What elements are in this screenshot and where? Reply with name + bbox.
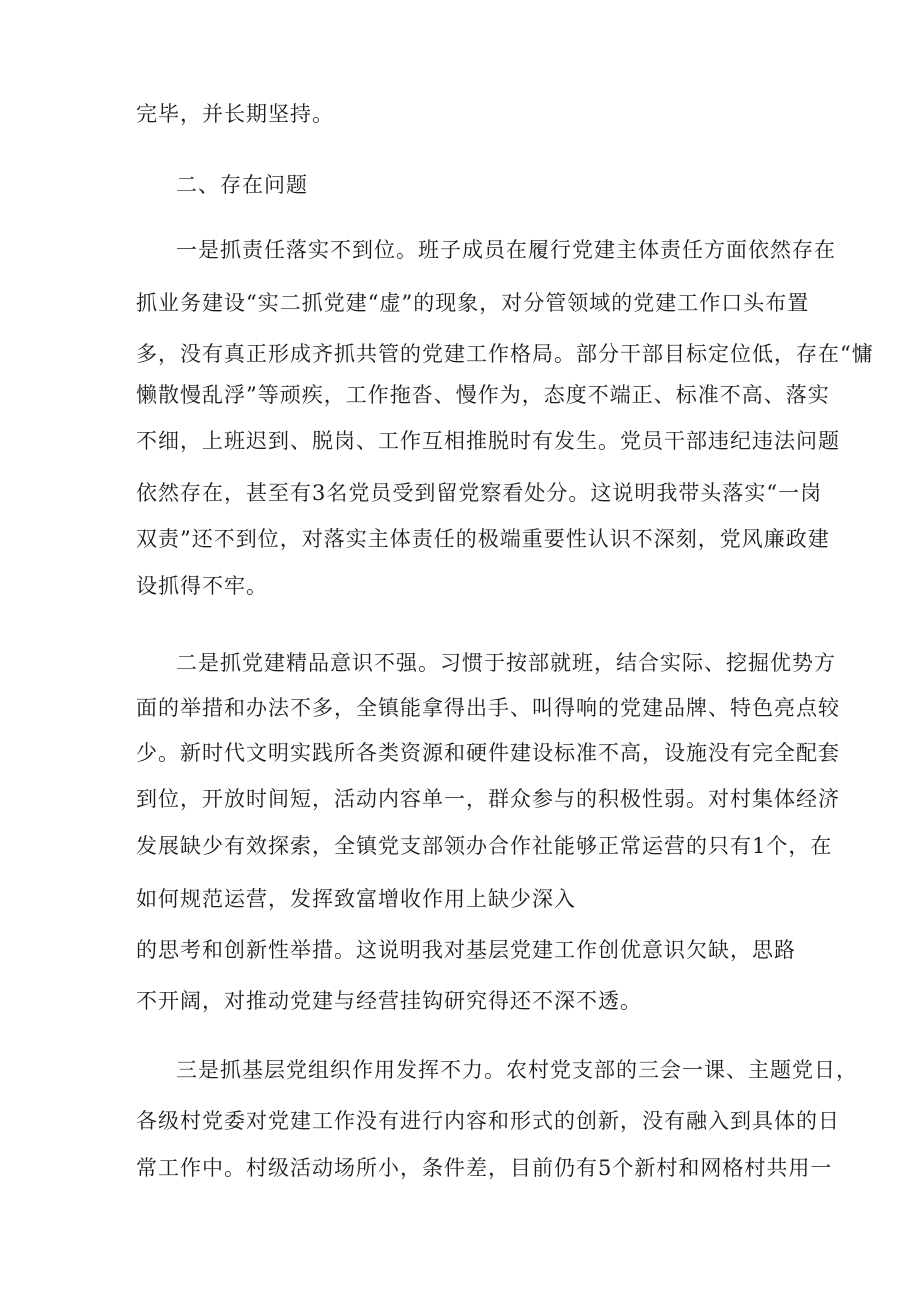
paragraph-line: 依然存在，甚至有3名党员受到留党察看处分。这说明我带头落实“一岗: [136, 481, 823, 505]
paragraph-line: 抓业务建设“实二抓党建“虚”的现象，对分管领域的党建工作口头布置: [136, 291, 810, 315]
paragraph-line: 各级村党委对党建工作没有进行内容和形式的创新，没有融入到具体的日: [136, 1109, 840, 1133]
paragraph-line: 不开阔，对推动党建与经营挂钩研究得还不深不透。: [136, 989, 642, 1013]
paragraph-line: 少。新时代文明实践所各类资源和硬件建设标准不高，设施没有完全配套: [136, 741, 840, 765]
paragraph-line: 如何规范运营，发挥致富增收作用上缺少深入: [136, 887, 576, 911]
paragraph-line: 懒散慢乱浮”等顽疾，工作拖沓、慢作为，态度不端正、标准不高、落实: [136, 383, 830, 407]
paragraph-line: 一是抓责任落实不到位。班子成员在履行党建主体责任方面依然存在: [176, 238, 836, 262]
section-heading: 二、存在问题: [176, 173, 308, 197]
text-line: 完毕，并长期坚持。: [136, 102, 334, 126]
paragraph-line: 发展缺少有效探索，全镇党支部领办合作社能够正常运营的只有1个，在: [136, 834, 833, 858]
paragraph-line: 设抓得不牢。: [136, 574, 268, 598]
paragraph-line: 二是抓党建精品意识不强。习惯于按部就班，结合实际、挖掘优势方: [176, 651, 836, 675]
paragraph-line: 多，没有真正形成齐抓共管的党建工作格局。部分干部目标定位低，存在“慵: [136, 342, 874, 366]
paragraph-line: 到位，开放时间短，活动内容单一，群众参与的积极性弱。对村集体经济: [136, 787, 840, 811]
paragraph-line: 常工作中。村级活动场所小，条件差，目前仍有5个新村和网格村共用一: [136, 1156, 833, 1180]
paragraph-line: 面的举措和办法不多，全镇能拿得出手、叫得响的党建品牌、特色亮点较: [136, 696, 840, 720]
paragraph-line: 三是抓基层党组织作用发挥不力。农村党支部的三会一课、主题党日，: [176, 1058, 858, 1082]
paragraph-line: 不细，上班迟到、脱岗、工作互相推脱时有发生。党员干部违纪违法问题: [136, 429, 840, 453]
paragraph-line: 双责”还不到位，对落实主体责任的极端重要性认识不深刻，党风廉政建: [136, 527, 830, 551]
paragraph-line: 的思考和创新性举措。这说明我对基层党建工作创优意识欠缺，思路: [136, 938, 796, 962]
